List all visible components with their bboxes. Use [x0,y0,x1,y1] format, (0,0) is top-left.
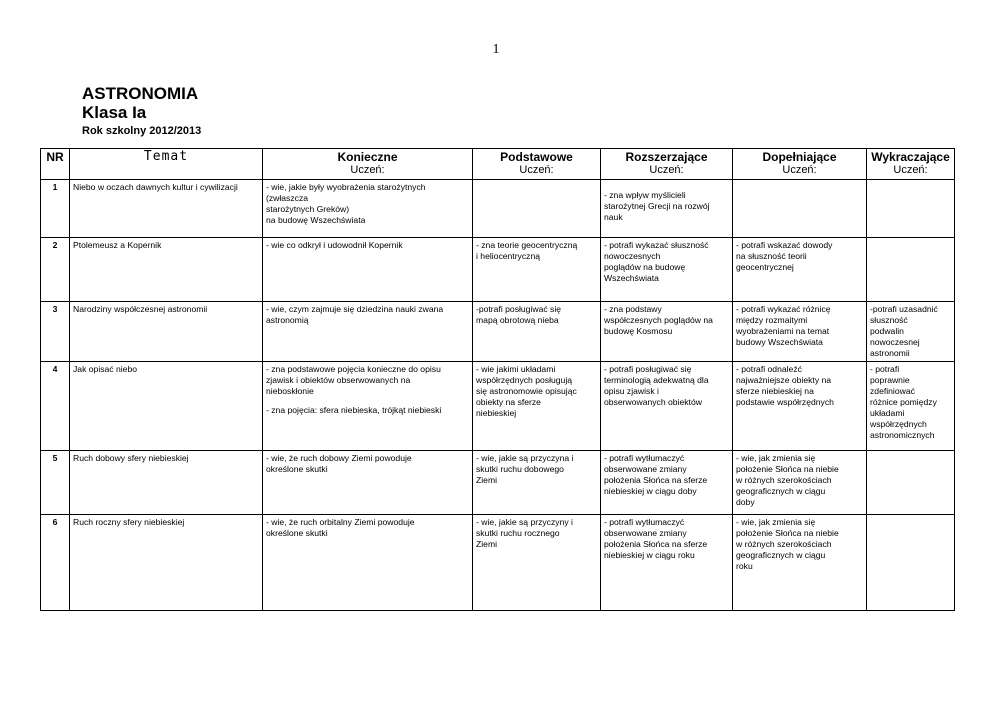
header-nr: NR [41,149,70,180]
wykraczajace-cell [867,362,955,451]
requirements-table [40,148,955,611]
header-podstawowe: Podstawowe Uczeń: [473,149,601,180]
cell-line: położenie Słońca na niebie [736,528,839,538]
cell-line: - wie co odkrył i udowodnił Kopernik [266,240,403,250]
podstawowe-cell [473,515,601,611]
dopelniajace-cell [733,362,867,451]
cell-line: starożytnych Greków) [266,204,350,214]
konieczne-cell [263,180,473,238]
table-row [41,302,955,362]
row-number: 1 [41,180,70,238]
cell-line: - zna podstawy [604,304,662,314]
cell-line: w różnych szerokościach [736,539,832,549]
cell-line: mapą obrotową nieba [476,315,559,325]
cell-line: poglądów na budowę [604,262,686,272]
header-konieczne: Konieczne Uczeń: [263,149,473,180]
cell-line: obserwowane zmiany [604,464,687,474]
rozszerzajace-cell [601,362,733,451]
cell-line: - zna wpływ myślicieli [604,190,686,200]
cell-line: - wie, jakie były wyobrażenia starożytnych [266,182,426,192]
cell-line: skutki ruchu rocznego [476,528,560,538]
cell-line: współrzędnych posługują [476,375,573,385]
table-row [41,515,955,611]
rozszerzajace-cell [601,302,733,362]
cell-line: niebieskiej w ciągu doby [604,486,697,496]
podstawowe-cell [473,302,601,362]
topic-cell: Narodziny współczesnej astronomii [70,302,263,362]
cell-line: (zwłaszcza [266,193,309,203]
topic-cell: Ruch dobowy sfery niebieskiej [70,451,263,515]
cell-line: podwalin [870,326,904,336]
rozszerzajace-cell [601,238,733,302]
cell-line: na słuszność teorii [736,251,807,261]
cell-line: Wszechświata [604,273,659,283]
cell-line: astronomią [266,315,309,325]
cell-line: wyobrażeniami na temat [736,326,830,336]
cell-line: - wie, jakie są przyczyna i [476,453,574,463]
wykraczajace-cell [867,515,955,611]
cell-line: - zna teorie geocentryczną [476,240,578,250]
cell-gap [266,397,469,405]
table-row [41,362,955,451]
cell-line: budowę Kosmosu [604,326,673,336]
cell-line: - wie, jak zmienia się [736,517,816,527]
cell-line: niebieskiej [476,408,517,418]
cell-line: słuszność [870,315,908,325]
cell-line: - potrafi odnaleźć [736,364,802,374]
konieczne-cell [263,362,473,451]
cell-line: Ziemi [476,475,498,485]
title-block [82,84,201,137]
cell-gap [604,182,729,190]
cell-line: geocentrycznej [736,262,794,272]
cell-line: w różnych szerokościach [736,475,832,485]
cell-line: terminologią adekwatną dla [604,375,709,385]
header-rozszerzajace: Rozszerzające Uczeń: [601,149,733,180]
cell-line: i heliocentryczną [476,251,541,261]
rozszerzajace-cell [601,515,733,611]
topic-cell: Ptolemeusz a Kopernik [70,238,263,302]
cell-line: -potrafi posługiwać się [476,304,562,314]
cell-line: nowoczesnych [604,251,661,261]
cell-line: zjawisk i obiektów obserwowanych na [266,375,411,385]
cell-line: obserwowanych obiektów [604,397,702,407]
cell-line: - potrafi wytłumaczyć [604,517,685,527]
cell-line: doby [736,497,755,507]
topic-cell: Jak opisać niebo [70,362,263,451]
cell-line: niebieskiej w ciągu roku [604,550,695,560]
cell-line: się astronomowie opisując [476,386,577,396]
cell-line: różnice pomiędzy [870,397,937,407]
dopelniajace-cell [733,180,867,238]
cell-line: - potrafi [870,364,900,374]
podstawowe-cell [473,362,601,451]
podstawowe-cell [473,451,601,515]
table-row [41,238,955,302]
cell-line: współczesnych poglądów na [604,315,713,325]
konieczne-cell [263,515,473,611]
cell-line: nauk [604,212,623,222]
cell-line: opisu zjawisk i [604,386,659,396]
row-number: 3 [41,302,70,362]
header-wykraczajace: Wykraczające Uczeń: [867,149,955,180]
row-number: 4 [41,362,70,451]
cell-line: zdefiniować [870,386,915,396]
wykraczajace-cell [867,302,955,362]
cell-line: - wie, że ruch orbitalny Ziemi powoduje [266,517,415,527]
cell-line: - wie, jak zmienia się [736,453,816,463]
rozszerzajace-cell [601,180,733,238]
dopelniajace-cell [733,515,867,611]
cell-line: - wie, że ruch dobowy Ziemi powoduje [266,453,412,463]
cell-line: - wie, czym zajmuje się dziedzina nauki zwana [266,304,444,314]
dopelniajace-cell [733,451,867,515]
page-number: 1 [492,42,500,57]
row-number: 6 [41,515,70,611]
cell-line: starożytnej Grecji na rozwój [604,201,710,211]
class-subtitle: Klasa Ia [82,103,147,122]
topic-cell: Niebo w oczach dawnych kultur i cywilizacji [70,180,263,238]
table-row [41,180,955,238]
cell-line: -potrafi uzasadnić [870,304,938,314]
cell-line: najważniejsze obiekty na [736,375,832,385]
cell-line: budowy Wszechświata [736,337,823,347]
cell-line: określone skutki [266,464,328,474]
cell-line: położenia Słońca na sferze [604,539,708,549]
row-number: 5 [41,451,70,515]
wykraczajace-cell [867,238,955,302]
podstawowe-cell [473,180,601,238]
cell-line: obiekty na sferze [476,397,541,407]
cell-line: - wie, jakie są przyczyny i [476,517,573,527]
cell-line: - zna podstawowe pojęcia konieczne do opisu [266,364,441,374]
cell-line: geograficznych w ciągu [736,486,826,496]
cell-line: poprawnie [870,375,910,385]
cell-line: - potrafi posługiwać się [604,364,692,374]
konieczne-cell [263,451,473,515]
cell-line: współrzędnych [870,419,927,429]
cell-line: Ziemi [476,539,498,549]
cell-line: określone skutki [266,528,328,538]
dopelniajace-cell [733,302,867,362]
cell-line: - zna pojęcia: sfera niebieska, trójkąt niebieski [266,405,442,415]
cell-line: - potrafi wykazać różnicę [736,304,831,314]
cell-line: między rozmaitymi [736,315,808,325]
cell-line: położenia Słońca na sferze [604,475,708,485]
table-row [41,451,955,515]
wykraczajace-cell [867,451,955,515]
cell-line: podstawie współrzędnych [736,397,834,407]
cell-line: skutki ruchu dobowego [476,464,564,474]
cell-line: nieboskłonie [266,386,314,396]
podstawowe-cell [473,238,601,302]
cell-line: nowoczesnej [870,337,920,347]
cell-line: położenie Słońca na niebie [736,464,839,474]
document-title: ASTRONOMIA [82,84,199,103]
konieczne-cell [263,302,473,362]
cell-line: - potrafi wskazać dowody [736,240,833,250]
cell-line: astronomicznych [870,430,935,440]
header-dopelniajace: Dopełniające Uczeń: [733,149,867,180]
cell-line: na budowę Wszechświata [266,215,366,225]
cell-line: obserwowane zmiany [604,528,687,538]
cell-line: geograficznych w ciągu [736,550,826,560]
cell-line: roku [736,561,753,571]
header-temat: Temat [70,149,263,180]
wykraczajace-cell [867,180,955,238]
cell-line: - potrafi wykazać słuszność [604,240,709,250]
cell-line: układami [870,408,905,418]
school-year: Rok szkolny 2012/2013 [82,125,202,137]
cell-line: astronomii [870,348,910,358]
row-number: 2 [41,238,70,302]
topic-cell: Ruch roczny sfery niebieskiej [70,515,263,611]
konieczne-cell [263,238,473,302]
rozszerzajace-cell [601,451,733,515]
cell-line: sferze niebieskiej na [736,386,814,396]
cell-line: - potrafi wytłumaczyć [604,453,685,463]
dopelniajace-cell [733,238,867,302]
header-row [41,149,955,180]
cell-line: - wie jakimi układami [476,364,556,374]
